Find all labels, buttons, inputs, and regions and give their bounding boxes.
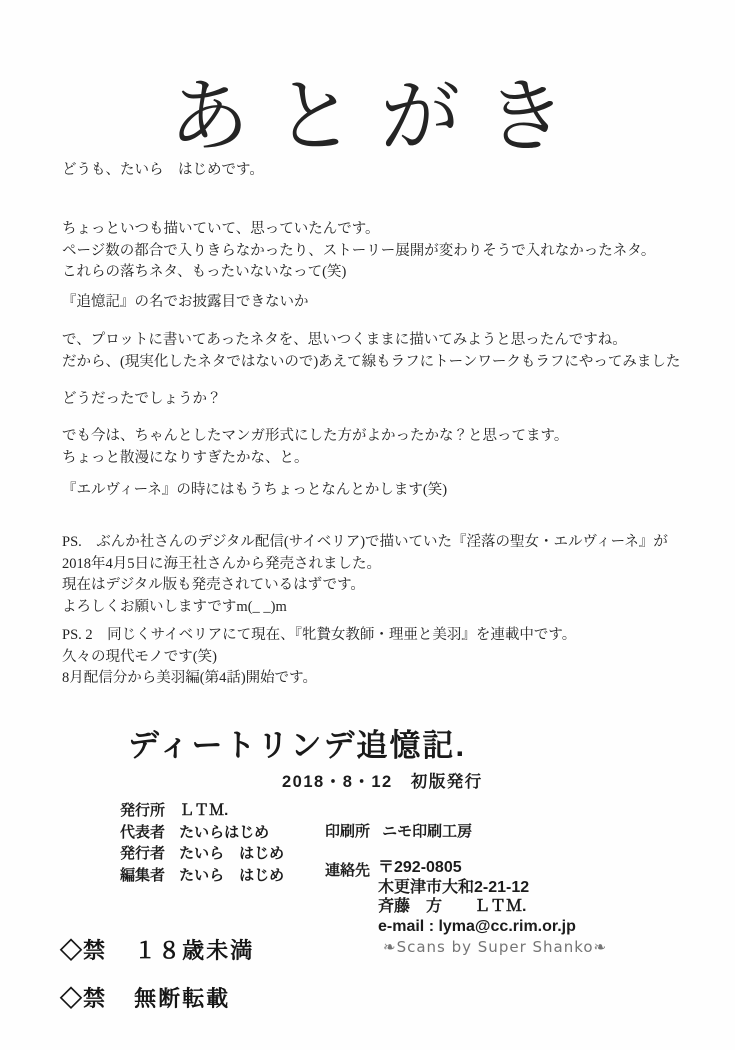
text-line: 『エルヴィーネ』の時にはもうちょっとなんとかします(笑) [62, 482, 448, 498]
text-line: PS. ぶんか社さんのデジタル配信(サイベリア)で描いていた『淫落の聖女・エルヴィーネ』が [62, 534, 668, 550]
book-title: ディートリンデ追憶記. [128, 728, 467, 763]
text-line: どうだったでしょうか？ [62, 391, 222, 407]
row-value: ＬＴＭ. [179, 802, 229, 819]
text-line: ページ数の都合で入りきらなかったり、ストーリー展開が変わりそうで入れなかったネタ。 [62, 242, 656, 259]
text-line: PS. 2 同じくサイベリアにて現在、『牝贄女教師・理亜と美羽』を連載中です。 [62, 627, 577, 643]
row-label: 印刷所 [325, 823, 371, 840]
text-line: よろしくお願いしますですm(_ _)m [62, 598, 287, 615]
restriction-text: １８歳未満 [134, 938, 255, 963]
addressee-line: 斉藤 方 ＬＴＭ. [378, 898, 527, 915]
row-value: ニモ印刷工房 [382, 823, 473, 840]
text-line: でも今は、ちゃんとしたマンガ形式にした方がよかったかな？と思ってます。 [62, 428, 569, 444]
ps2-paragraph [62, 625, 715, 690]
row-label: 編集者 [120, 866, 166, 884]
publisher-row [120, 842, 284, 864]
tsuiokuki-name-paragraph [62, 292, 715, 314]
text-line: 2018年4月5日に海王社さんから発売されました。 [62, 555, 381, 572]
email-line: e-mail : lyma@cc.rim.or.jp [378, 917, 576, 935]
diamond-kin-mark: ◇禁 [60, 938, 107, 963]
row-label: 発行者 [120, 845, 166, 862]
publisher-row [120, 799, 284, 821]
text-line: これらの落ちネタ、もったいないなって(笑) [62, 264, 347, 280]
row-label: 発行所 [120, 802, 166, 819]
row-value: たいら はじめ [179, 866, 285, 884]
postal-code: 〒292-0805 [378, 859, 462, 876]
page-title: あとがき [169, 72, 592, 161]
text-line: どうも、たいら はじめです。 [62, 162, 264, 178]
elvine-paragraph [62, 480, 715, 502]
row-label: 代表者 [120, 823, 166, 841]
publisher-info [120, 799, 284, 885]
row-label: 連絡先 [325, 862, 371, 879]
publisher-row [120, 821, 284, 843]
leftover-ideas-paragraph [62, 219, 715, 284]
text-line: 『追憶記』の名でお披露目できないか [62, 294, 309, 310]
reflection-paragraph [62, 426, 715, 469]
text-line: 現在はデジタル版も発売されているはずです。 [62, 577, 365, 593]
contact-info [325, 858, 576, 936]
row-value: たいらはじめ [179, 823, 270, 841]
restriction-age [60, 934, 254, 965]
greeting-paragraph [62, 160, 715, 182]
text-line: ちょっと散漫になりすぎたかな、と。 [62, 449, 309, 466]
text-line: で、プロットに書いてあったネタを、思いつくままに描いてみようと思ったんですね。 [62, 332, 627, 348]
restriction-reprint [60, 982, 230, 1013]
row-value: たいら はじめ [179, 845, 285, 862]
text-line: ちょっといつも描いていて、思っていたんです。 [62, 221, 380, 237]
ps-paragraph [62, 532, 715, 618]
text-line: だから、(現実化したネタではないので)あえて線もラフにトーンワークもラフにやってみました [62, 353, 681, 370]
diamond-kin-mark: ◇禁 [60, 986, 107, 1011]
text-line: 8月配信分から美羽編(第4話)開始です。 [62, 670, 317, 686]
scan-credit: ❧Scans by Super Shanko❧ [383, 938, 608, 956]
contact-lines [378, 858, 576, 936]
printer-info [325, 820, 472, 841]
address-line: 木更津市大和2-21-12 [378, 878, 530, 896]
text-line: 久々の現代モノです(笑) [62, 648, 217, 665]
restriction-text: 無断転載 [134, 986, 231, 1011]
how-was-it-paragraph [62, 389, 715, 411]
rough-drawing-paragraph [62, 330, 715, 373]
publisher-row [120, 864, 284, 886]
edition-date: 2018・8・12 初版発行 [282, 773, 483, 791]
